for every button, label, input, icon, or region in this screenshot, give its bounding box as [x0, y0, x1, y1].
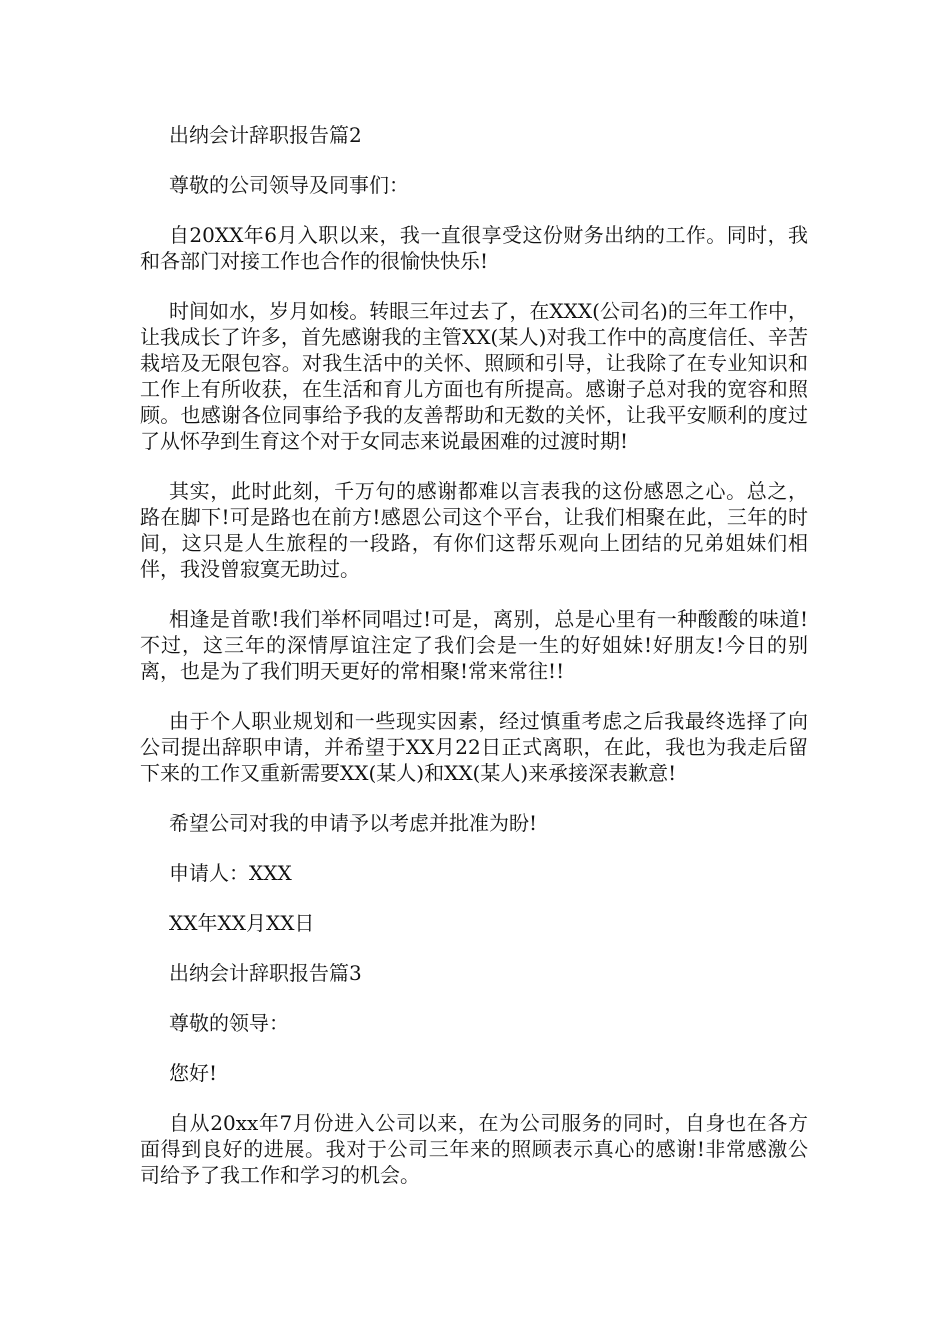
salutation: 尊敬的领导：	[169, 1011, 289, 1035]
body-paragraph: 自20XX年6月入职以来，我一直很享受这份财务出纳的工作。同时，我和各部门对接工作也合作的很愉快快乐!	[140, 223, 808, 273]
applicant-line: 申请人：XXX	[169, 861, 292, 885]
body-paragraph: 其实，此时此刻，千万句的感谢都难以言表我的这份感恩之心。总之，路在脚下!可是路也在前方!感恩公司这个平台，让我们相聚在此，三年的时间，这只是人生旅程的一段路，有你们这帮乐观向上团结的兄弟姐妹们相伴，我没曾寂寞无助过。	[140, 479, 808, 581]
body-paragraph: 由于个人职业规划和一些现实因素，经过慎重考虑之后我最终选择了向公司提出辞职申请，并希望于XX月22日正式离职，在此，我也为我走后留下来的工作又重新需要XX(某人)和XX(某人)来承接深表歉意!	[140, 709, 808, 785]
salutation: 尊敬的公司领导及同事们：	[169, 173, 409, 197]
date-line: XX年XX月XX日	[169, 911, 315, 935]
body-paragraph: 相逢是首歌!我们举杯同唱过!可是，离别，总是心里有一种酸酸的味道!不过，这三年的深情厚谊注定了我们会是一生的好姐妹!好朋友!今日的别离，也是为了我们明天更好的常相聚!常来常往!!	[140, 607, 808, 683]
body-paragraph: 自从20xx年7月份进入公司以来，在为公司服务的同时，自身也在各方面得到良好的进展。我对于公司三年来的照顾表示真心的感谢!非常感激公司给予了我工作和学习的机会。	[140, 1111, 808, 1187]
closing-line: 希望公司对我的申请予以考虑并批准为盼!	[169, 811, 538, 835]
body-paragraph: 时间如水，岁月如梭。转眼三年过去了，在XXX(公司名)的三年工作中，让我成长了许多，首先感谢我的主管XX(某人)对我工作中的高度信任、辛苦栽培及无限包容。对我生活中的关怀、照顾和引导，让我除了在专业知识和工作上有所收获，在生活和育儿方面也有所提高。感谢子总对我的宽容和照顾。也感谢各位同事给予我的友善帮助和无数的关怀，让我平安顺利的度过了从怀孕到生育这个对于女同志来说最困难的过渡时期!	[140, 299, 808, 453]
section-heading: 出纳会计辞职报告篇3	[169, 961, 362, 985]
document-page	[140, 122, 808, 1212]
section-heading: 出纳会计辞职报告篇2	[169, 123, 362, 147]
greeting: 您好!	[169, 1061, 218, 1085]
